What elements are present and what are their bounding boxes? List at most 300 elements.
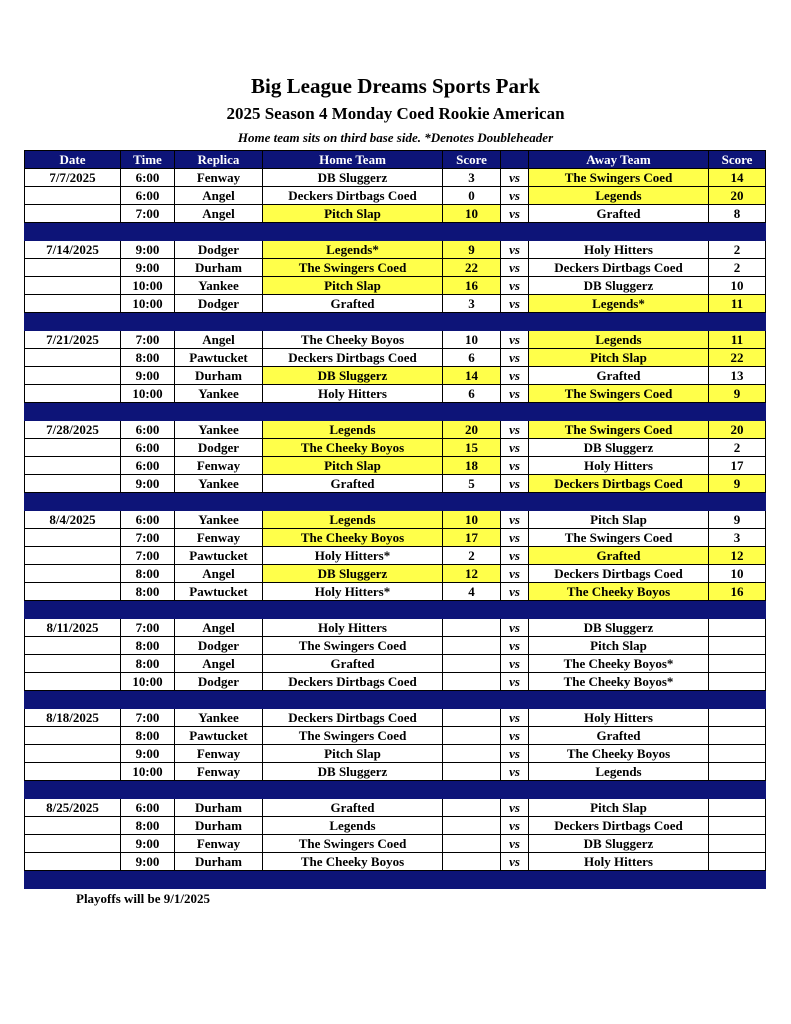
away-team: Holy Hitters: [529, 709, 709, 727]
away-team: Pitch Slap: [529, 799, 709, 817]
playoffs-note: Playoffs will be 9/1/2025: [76, 891, 210, 906]
game-field: Dodger: [175, 673, 263, 691]
away-score: 13: [709, 367, 766, 385]
home-score: 5: [443, 475, 501, 493]
away-team: The Cheeky Boyos: [529, 745, 709, 763]
game-field: Dodger: [175, 241, 263, 259]
game-date: [25, 637, 121, 655]
away-team: DB Sluggerz: [529, 619, 709, 637]
game-field: Pawtucket: [175, 727, 263, 745]
game-field: Yankee: [175, 511, 263, 529]
table-row: [25, 169, 766, 187]
away-team: DB Sluggerz: [529, 835, 709, 853]
col-header-home-team: Home Team: [263, 151, 443, 169]
away-team: Holy Hitters: [529, 853, 709, 871]
away-score: [709, 799, 766, 817]
separator-cell: [263, 691, 443, 709]
home-team: Grafted: [263, 475, 443, 493]
separator-cell: [25, 601, 121, 619]
game-time: 6:00: [121, 439, 175, 457]
separator-cell: [121, 691, 175, 709]
separator-cell: [25, 313, 121, 331]
home-team: Deckers Dirtbags Coed: [263, 673, 443, 691]
home-score: [443, 637, 501, 655]
game-time: 8:00: [121, 565, 175, 583]
separator-cell: [263, 601, 443, 619]
game-date: [25, 727, 121, 745]
week-separator: [25, 403, 766, 421]
separator-cell: [529, 313, 709, 331]
separator-cell: [501, 403, 529, 421]
vs-label: vs: [501, 565, 529, 583]
away-score: 20: [709, 421, 766, 439]
away-team: Grafted: [529, 367, 709, 385]
col-header-away-score: Score: [709, 151, 766, 169]
game-time: 8:00: [121, 349, 175, 367]
week-separator: [25, 871, 766, 889]
away-score: 2: [709, 259, 766, 277]
table-row: [25, 853, 766, 871]
away-team: Deckers Dirtbags Coed: [529, 259, 709, 277]
away-score: [709, 655, 766, 673]
home-team: DB Sluggerz: [263, 565, 443, 583]
home-score: 10: [443, 511, 501, 529]
vs-label: vs: [501, 187, 529, 205]
vs-label: vs: [501, 331, 529, 349]
separator-cell: [121, 601, 175, 619]
table-row: [25, 583, 766, 601]
away-team: The Swingers Coed: [529, 169, 709, 187]
week-separator: [25, 781, 766, 799]
separator-cell: [709, 601, 766, 619]
away-team: Pitch Slap: [529, 349, 709, 367]
game-date: 7/21/2025: [25, 331, 121, 349]
vs-label: vs: [501, 439, 529, 457]
game-time: 8:00: [121, 637, 175, 655]
col-header-time: Time: [121, 151, 175, 169]
vs-label: vs: [501, 817, 529, 835]
table-row: [25, 439, 766, 457]
table-row: [25, 259, 766, 277]
col-header-vs: [501, 151, 529, 169]
game-field: Pawtucket: [175, 583, 263, 601]
away-score: [709, 763, 766, 781]
home-team: Holy Hitters: [263, 619, 443, 637]
game-time: 8:00: [121, 655, 175, 673]
home-team: The Cheeky Boyos: [263, 439, 443, 457]
home-team: Pitch Slap: [263, 205, 443, 223]
home-score: [443, 745, 501, 763]
vs-label: vs: [501, 799, 529, 817]
away-team: The Cheeky Boyos*: [529, 655, 709, 673]
vs-label: vs: [501, 169, 529, 187]
home-score: [443, 619, 501, 637]
game-time: 10:00: [121, 277, 175, 295]
game-date: [25, 529, 121, 547]
home-score: [443, 673, 501, 691]
away-score: 9: [709, 475, 766, 493]
home-team: The Cheeky Boyos: [263, 529, 443, 547]
away-team: Deckers Dirtbags Coed: [529, 817, 709, 835]
home-score: 4: [443, 583, 501, 601]
table-row: [25, 637, 766, 655]
col-header-date: Date: [25, 151, 121, 169]
home-score: 9: [443, 241, 501, 259]
vs-label: vs: [501, 835, 529, 853]
table-header-row: [25, 151, 766, 169]
table-row: [25, 655, 766, 673]
away-team: The Cheeky Boyos: [529, 583, 709, 601]
game-field: Fenway: [175, 529, 263, 547]
game-date: 8/4/2025: [25, 511, 121, 529]
separator-cell: [263, 781, 443, 799]
vs-label: vs: [501, 727, 529, 745]
table-row: [25, 709, 766, 727]
game-date: [25, 475, 121, 493]
game-time: 6:00: [121, 169, 175, 187]
home-team: Holy Hitters: [263, 385, 443, 403]
separator-cell: [501, 223, 529, 241]
game-field: Durham: [175, 367, 263, 385]
week-separator: [25, 493, 766, 511]
separator-cell: [263, 871, 443, 889]
separator-cell: [121, 313, 175, 331]
game-field: Yankee: [175, 277, 263, 295]
vs-label: vs: [501, 259, 529, 277]
separator-cell: [443, 403, 501, 421]
away-team: Legends*: [529, 295, 709, 313]
home-score: 16: [443, 277, 501, 295]
game-time: 6:00: [121, 457, 175, 475]
game-field: Angel: [175, 655, 263, 673]
game-date: 7/28/2025: [25, 421, 121, 439]
game-field: Fenway: [175, 457, 263, 475]
home-team: Pitch Slap: [263, 457, 443, 475]
table-row: [25, 187, 766, 205]
vs-label: vs: [501, 763, 529, 781]
separator-cell: [501, 493, 529, 511]
table-row: [25, 241, 766, 259]
game-time: 9:00: [121, 367, 175, 385]
separator-cell: [25, 781, 121, 799]
home-score: [443, 709, 501, 727]
away-score: [709, 853, 766, 871]
table-row: [25, 529, 766, 547]
game-date: [25, 547, 121, 565]
home-team: Legends*: [263, 241, 443, 259]
away-score: 14: [709, 169, 766, 187]
game-date: [25, 457, 121, 475]
game-date: [25, 277, 121, 295]
away-score: 17: [709, 457, 766, 475]
away-team: Legends: [529, 763, 709, 781]
separator-cell: [709, 691, 766, 709]
game-field: Durham: [175, 259, 263, 277]
game-time: 7:00: [121, 547, 175, 565]
separator-cell: [709, 871, 766, 889]
game-date: [25, 673, 121, 691]
home-team: Deckers Dirtbags Coed: [263, 349, 443, 367]
vs-label: vs: [501, 673, 529, 691]
away-team: Deckers Dirtbags Coed: [529, 565, 709, 583]
table-row: [25, 745, 766, 763]
separator-cell: [443, 223, 501, 241]
vs-label: vs: [501, 853, 529, 871]
table-row: [25, 367, 766, 385]
away-team: Pitch Slap: [529, 637, 709, 655]
home-score: 10: [443, 331, 501, 349]
game-field: Durham: [175, 817, 263, 835]
game-time: 7:00: [121, 709, 175, 727]
separator-cell: [709, 781, 766, 799]
game-time: 10:00: [121, 385, 175, 403]
table-row: [25, 331, 766, 349]
separator-cell: [25, 871, 121, 889]
week-separator: [25, 313, 766, 331]
separator-cell: [263, 493, 443, 511]
game-time: 7:00: [121, 529, 175, 547]
away-team: Legends: [529, 187, 709, 205]
separator-cell: [529, 493, 709, 511]
game-field: Dodger: [175, 295, 263, 313]
table-row: [25, 619, 766, 637]
separator-cell: [529, 781, 709, 799]
game-date: [25, 187, 121, 205]
game-date: [25, 835, 121, 853]
game-field: Angel: [175, 331, 263, 349]
away-score: [709, 835, 766, 853]
game-date: 8/11/2025: [25, 619, 121, 637]
separator-cell: [175, 313, 263, 331]
vs-label: vs: [501, 205, 529, 223]
game-field: Dodger: [175, 439, 263, 457]
game-field: Fenway: [175, 745, 263, 763]
vs-label: vs: [501, 511, 529, 529]
game-field: Fenway: [175, 169, 263, 187]
game-time: 6:00: [121, 511, 175, 529]
game-time: 7:00: [121, 331, 175, 349]
vs-label: vs: [501, 421, 529, 439]
col-header-away-team: Away Team: [529, 151, 709, 169]
away-score: [709, 637, 766, 655]
away-team: Pitch Slap: [529, 511, 709, 529]
game-time: 9:00: [121, 475, 175, 493]
table-row: [25, 421, 766, 439]
separator-cell: [529, 871, 709, 889]
away-score: 11: [709, 331, 766, 349]
table-row: [25, 673, 766, 691]
separator-cell: [709, 223, 766, 241]
home-team: The Cheeky Boyos: [263, 331, 443, 349]
game-field: Yankee: [175, 709, 263, 727]
away-team: DB Sluggerz: [529, 277, 709, 295]
away-score: 9: [709, 385, 766, 403]
home-score: 22: [443, 259, 501, 277]
separator-cell: [443, 871, 501, 889]
home-team: Grafted: [263, 799, 443, 817]
separator-cell: [175, 691, 263, 709]
away-score: 20: [709, 187, 766, 205]
game-date: [25, 565, 121, 583]
game-field: Angel: [175, 565, 263, 583]
away-score: 22: [709, 349, 766, 367]
game-date: [25, 367, 121, 385]
separator-cell: [709, 313, 766, 331]
away-team: Grafted: [529, 205, 709, 223]
away-score: 2: [709, 241, 766, 259]
game-field: Pawtucket: [175, 547, 263, 565]
away-team: The Cheeky Boyos*: [529, 673, 709, 691]
vs-label: vs: [501, 637, 529, 655]
away-team: Grafted: [529, 727, 709, 745]
away-score: 8: [709, 205, 766, 223]
away-team: DB Sluggerz: [529, 439, 709, 457]
away-team: The Swingers Coed: [529, 385, 709, 403]
schedule-table: [24, 150, 766, 889]
vs-label: vs: [501, 367, 529, 385]
away-team: Deckers Dirtbags Coed: [529, 475, 709, 493]
separator-cell: [121, 403, 175, 421]
home-team: Legends: [263, 511, 443, 529]
away-team: Legends: [529, 331, 709, 349]
away-score: 12: [709, 547, 766, 565]
separator-cell: [443, 691, 501, 709]
vs-label: vs: [501, 583, 529, 601]
separator-cell: [501, 313, 529, 331]
home-team: Legends: [263, 817, 443, 835]
away-score: 9: [709, 511, 766, 529]
vs-label: vs: [501, 277, 529, 295]
game-field: Fenway: [175, 763, 263, 781]
table-row: [25, 511, 766, 529]
home-team: The Swingers Coed: [263, 259, 443, 277]
game-date: [25, 763, 121, 781]
home-score: [443, 853, 501, 871]
game-time: 6:00: [121, 187, 175, 205]
separator-cell: [25, 691, 121, 709]
table-row: [25, 799, 766, 817]
game-field: Durham: [175, 853, 263, 871]
separator-cell: [175, 403, 263, 421]
home-score: [443, 799, 501, 817]
separator-cell: [175, 601, 263, 619]
game-field: Yankee: [175, 475, 263, 493]
away-score: 16: [709, 583, 766, 601]
table-row: [25, 817, 766, 835]
game-time: 9:00: [121, 853, 175, 871]
home-score: [443, 727, 501, 745]
table-row: [25, 457, 766, 475]
vs-label: vs: [501, 457, 529, 475]
away-team: Holy Hitters: [529, 457, 709, 475]
separator-cell: [443, 781, 501, 799]
separator-cell: [121, 781, 175, 799]
separator-cell: [501, 781, 529, 799]
home-score: 0: [443, 187, 501, 205]
game-time: 7:00: [121, 619, 175, 637]
game-date: [25, 295, 121, 313]
separator-cell: [175, 493, 263, 511]
game-field: Angel: [175, 619, 263, 637]
game-date: [25, 583, 121, 601]
home-score: 17: [443, 529, 501, 547]
home-team: The Swingers Coed: [263, 727, 443, 745]
week-separator: [25, 691, 766, 709]
separator-cell: [709, 403, 766, 421]
table-row: [25, 565, 766, 583]
game-date: [25, 655, 121, 673]
home-score: 12: [443, 565, 501, 583]
game-time: 6:00: [121, 799, 175, 817]
vs-label: vs: [501, 745, 529, 763]
home-team: The Swingers Coed: [263, 835, 443, 853]
separator-cell: [529, 403, 709, 421]
page-subtitle: 2025 Season 4 Monday Coed Rookie American: [226, 104, 565, 123]
home-score: 14: [443, 367, 501, 385]
game-time: 6:00: [121, 421, 175, 439]
separator-cell: [501, 871, 529, 889]
separator-cell: [709, 493, 766, 511]
home-team: Legends: [263, 421, 443, 439]
game-date: 8/18/2025: [25, 709, 121, 727]
table-row: [25, 727, 766, 745]
away-score: 2: [709, 439, 766, 457]
game-time: 9:00: [121, 259, 175, 277]
home-team: Grafted: [263, 655, 443, 673]
away-score: [709, 817, 766, 835]
separator-cell: [529, 691, 709, 709]
home-score: 6: [443, 385, 501, 403]
home-team: Holy Hitters*: [263, 583, 443, 601]
vs-label: vs: [501, 295, 529, 313]
home-team: Grafted: [263, 295, 443, 313]
home-score: [443, 763, 501, 781]
game-field: Yankee: [175, 421, 263, 439]
table-row: [25, 835, 766, 853]
home-score: [443, 835, 501, 853]
home-score: 15: [443, 439, 501, 457]
home-team: DB Sluggerz: [263, 169, 443, 187]
game-time: 8:00: [121, 583, 175, 601]
separator-cell: [529, 601, 709, 619]
vs-label: vs: [501, 385, 529, 403]
home-score: 3: [443, 169, 501, 187]
home-team: The Swingers Coed: [263, 637, 443, 655]
vs-label: vs: [501, 655, 529, 673]
game-field: Durham: [175, 799, 263, 817]
table-row: [25, 475, 766, 493]
game-time: 10:00: [121, 763, 175, 781]
game-date: [25, 853, 121, 871]
table-row: [25, 205, 766, 223]
vs-label: vs: [501, 475, 529, 493]
game-date: [25, 205, 121, 223]
separator-cell: [175, 781, 263, 799]
vs-label: vs: [501, 529, 529, 547]
schedule-body: [25, 169, 766, 889]
separator-cell: [121, 871, 175, 889]
home-score: 2: [443, 547, 501, 565]
separator-cell: [443, 313, 501, 331]
separator-cell: [175, 871, 263, 889]
away-score: 11: [709, 295, 766, 313]
home-team: DB Sluggerz: [263, 763, 443, 781]
game-date: 7/7/2025: [25, 169, 121, 187]
game-date: [25, 259, 121, 277]
separator-cell: [443, 493, 501, 511]
separator-cell: [443, 601, 501, 619]
away-score: [709, 673, 766, 691]
